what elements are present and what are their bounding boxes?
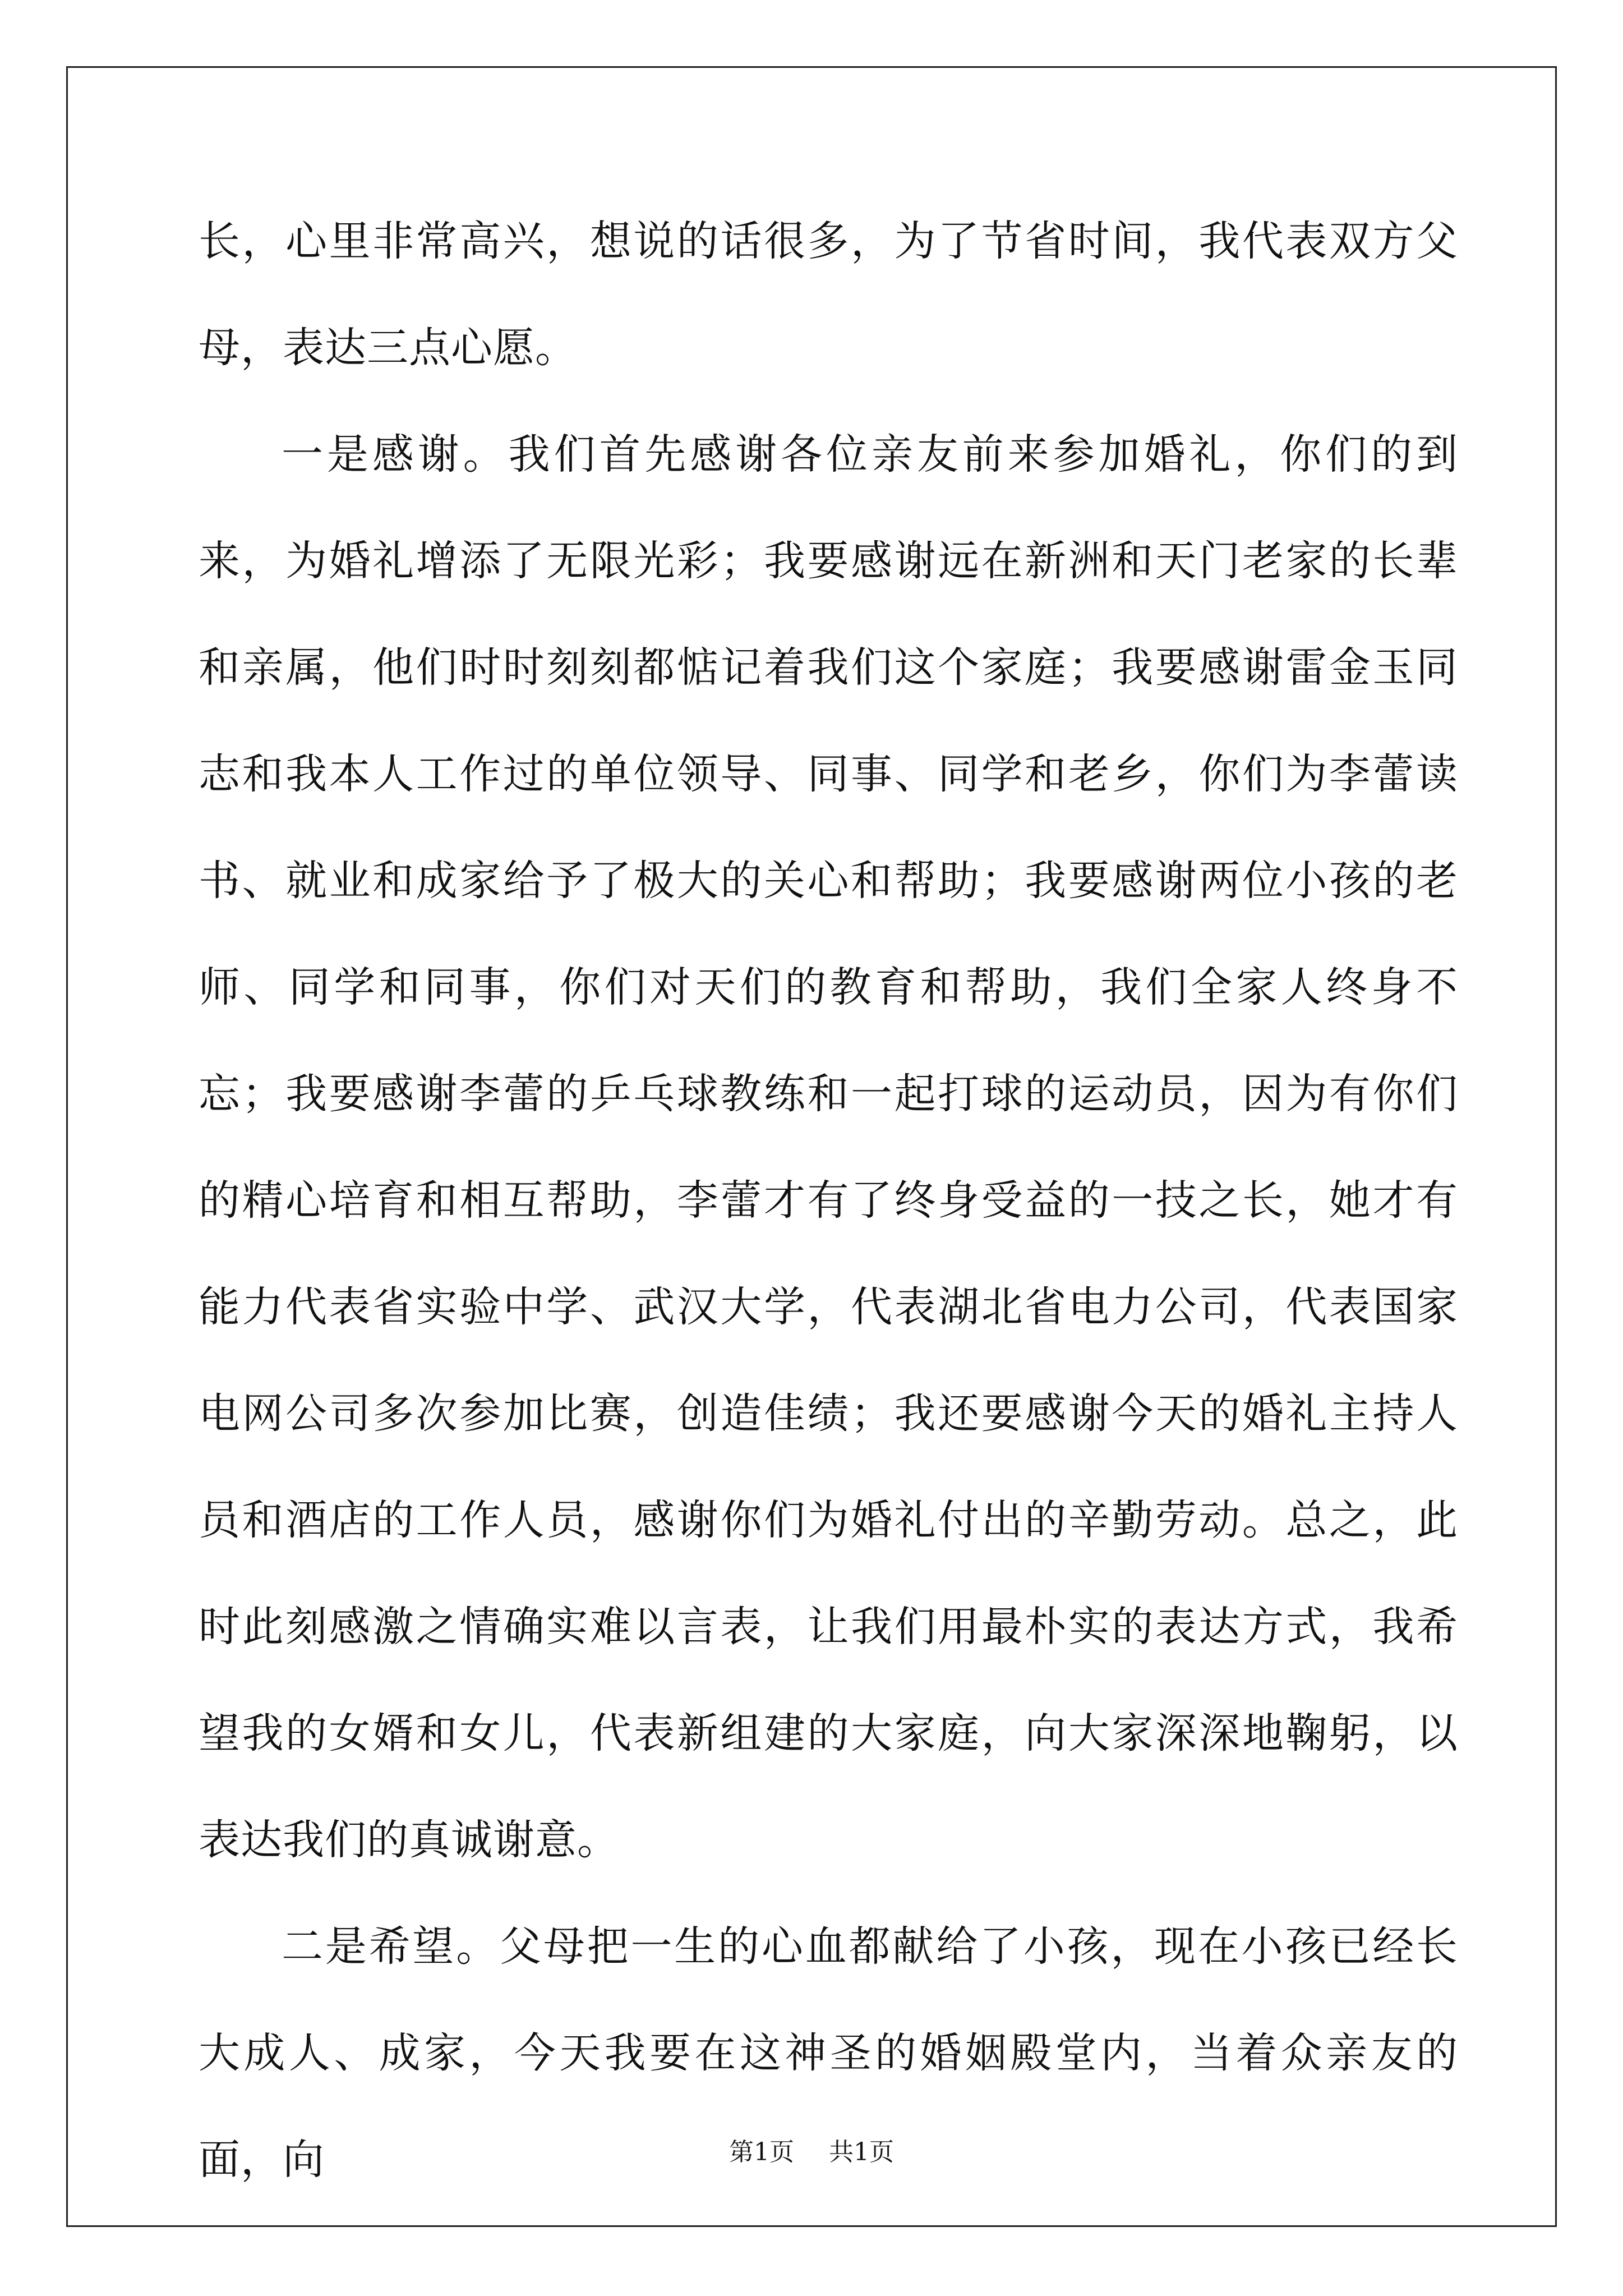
paragraph-hope: 二是希望。父母把一生的心血都献给了小孩，现在小孩已经长大成人、成家，今天我要在这神圣的婚姻殿堂内，当着众亲友的面，向 (199, 1922, 1458, 2184)
page-footer (0, 2132, 1623, 2168)
paragraph-continuation: 长，心里非常高兴，想说的话很多，为了节省时间，我代表双方父母，表达三点心愿。 (199, 217, 1458, 372)
page-number: 第1页 (729, 2138, 794, 2166)
paragraph-thanks: 一是感谢。我们首先感谢各位亲友前来参加婚礼，你们的到来，为婚礼增添了无限光彩；我要感谢远在新洲和天门老家的长辈和亲属，他们时时刻刻都惦记着我们这个家庭；我要感谢雷金玉同志和我本人工作过的单位领导、同事、同学和老乡，你们为李蕾读书、就业和成家给予了极大的关心和帮助；我要感谢两位小孩的老师、同学和同事，你们对天们的教育和帮助，我们全家人终身不忘；我要感谢李蕾的乒乓球教练和一起打球的运动员，因为有你们的精心培育和相互帮助，李蕾才有了终身受益的一技之长，她才有能力代表省实验中学、武汉大学，代表湖北省电力公司，代表国家电网公司多次参加比赛，创造佳绩；我还要感谢今天的婚礼主持人员和酒店的工作人员，感谢你们为婚礼付出的辛勤劳动。总之，此时此刻感激之情确实难以言表，让我们用最朴实的表达方式，我希望我的女婿和女儿，代表新组建的大家庭，向大家深深地鞠躬，以表达我们的真诚谢意。 (199, 430, 1458, 1864)
document-body (199, 188, 1458, 2213)
page-total: 共1页 (829, 2138, 894, 2166)
